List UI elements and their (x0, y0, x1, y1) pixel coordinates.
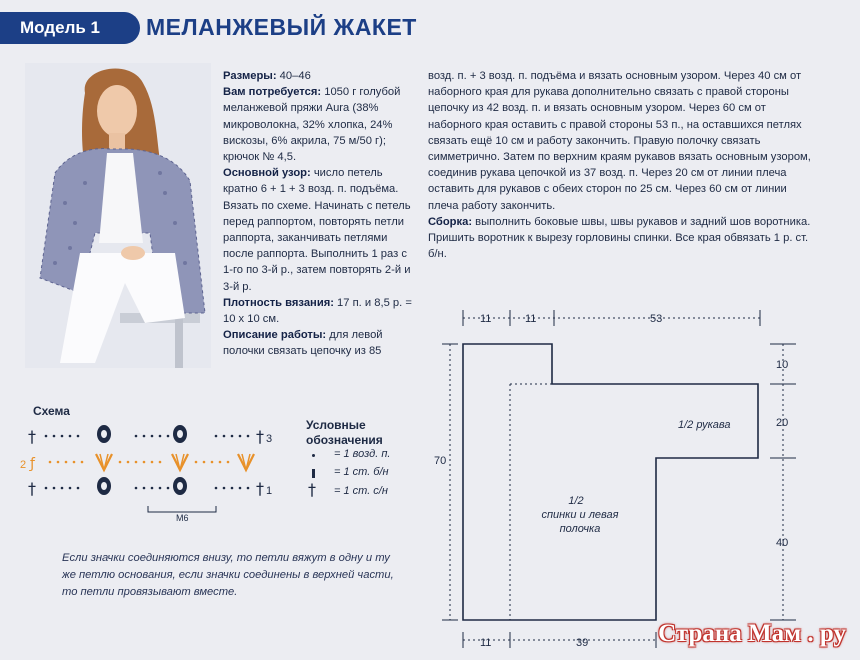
double-crochet-icon: † (28, 427, 36, 446)
dim-right-3: 40 (776, 537, 789, 549)
svg-text:†: † (28, 479, 36, 498)
legend-title-1: Условные (306, 418, 366, 432)
svg-text:†: † (256, 479, 264, 498)
legend-item-chain: = 1 возд. п. (334, 448, 391, 460)
body-label-1: 1/2 (568, 495, 584, 507)
crochet-scheme-chart (20, 418, 290, 523)
scheme-row-1 (28, 477, 272, 498)
dim-bottom-1: 11 (480, 637, 492, 649)
scheme-row-2 (20, 454, 254, 472)
scheme-note: Если значки соединяются внизу, то петли вяжут в одну и ту же петлю основания, если значки соединены в верхней части, то петли провязывают вместе. (62, 552, 394, 598)
legend-title-2: обозначения (306, 433, 383, 447)
legend (306, 418, 406, 506)
dim-right-2: 20 (776, 417, 789, 429)
dim-top-3: 53 (650, 313, 663, 325)
body-label-3: полочка (559, 523, 601, 535)
dim-top-2: 11 (525, 313, 537, 325)
density-text: 17 п. и 8,5 р. = 10 х 10 см. (223, 296, 412, 326)
scheme-row-3 (28, 425, 272, 446)
svg-text:†: † (256, 427, 264, 446)
pattern-text: число петель кратно 6 + 1 + 3 возд. п. подъёма. Вязать по схеме. Начинать с петель перед раппортом, повторять петли раппорта, заканчивать петлями после раппорта. Выполнить 1 раз с 1-го по 3-й р., затем повторять 2-й и 3-й р. (223, 167, 411, 293)
scheme-row-number: 3 (266, 433, 273, 445)
materials-label: Вам потребуется: (223, 86, 322, 99)
pattern-label: Основной узор: (223, 167, 311, 180)
instructions-column-1 (223, 68, 415, 360)
legend-item-dc: = 1 ст. с/н (334, 485, 388, 497)
chain-stitch-dot-icon (312, 454, 315, 457)
assembly-label: Сборка: (428, 215, 473, 228)
scheme-row-number: 1 (266, 485, 273, 497)
dim-bottom-2: 39 (576, 637, 589, 649)
model-badge: Модель 1 (0, 12, 140, 44)
assembly-text: выполнить боковые швы, швы рукавов и задний шов воротника. Пришить воротник к вырезу горловины спинки. Все края обвязать 1 р. ст. б/н. (428, 215, 811, 261)
work-text: для левой полочки связать цепочку из 85 (223, 329, 383, 358)
dim-left: 70 (434, 455, 447, 467)
dim-right-1: 10 (776, 359, 789, 371)
model-photo (25, 63, 211, 368)
dim-top-1: 11 (480, 313, 492, 325)
repeat-bracket (148, 506, 216, 512)
double-crochet-icon: † (308, 480, 316, 499)
scheme-title: Схема (33, 404, 70, 418)
work-label: Описание работы: (223, 329, 327, 342)
svg-text:ƒ: ƒ (30, 456, 35, 472)
sizes-label: Размеры: (223, 70, 277, 82)
materials-text: 1050 г голубой меланжевой пряжи Aura (38% микроволокна, 32% хлопка, 24% вискозы, 6% акрила, 75 м/50 г); крючок № 4,5. (223, 86, 401, 164)
garment-outline (463, 344, 758, 620)
legend-item-sc: = 1 ст. б/н (334, 466, 389, 478)
body-label-2: спинки и левая (541, 509, 619, 521)
pattern-diagram (430, 298, 860, 660)
page-title: МЕЛАНЖЕВЫЙ ЖАКЕТ (146, 14, 417, 40)
single-crochet-icon (312, 469, 315, 478)
woman-in-melange-jacket-photo (25, 63, 211, 368)
density-label: Плотность вязания: (223, 296, 334, 309)
instructions-column-2 (428, 68, 813, 262)
watermark: Страна Мам . ру (658, 620, 846, 647)
sleeve-label: 1/2 рукава (678, 419, 731, 431)
scheme-row-number: 2 (20, 459, 27, 471)
repeat-label: М6 (176, 513, 189, 523)
sizes-value: 40–46 (276, 70, 311, 82)
work-continued-text: возд. п. + 3 возд. п. подъёма и вязать основным узором. Через 40 см от наборного края для рукава дополнительно связать с правой стороны цепочку из 42 возд. п. и вязать основным узором. Через 60 см от наборного края оставить с правой стороны 53 п., на оставшихся петлях связать ещё 10 см и работу закончить. Правую полочку связать симметрично. Затем по верхним краям рукавов вязать основным узором, соединив рукава цепочкой из 37 возд. п. Через 20 см от линии плеча оставить для рукавов с обеих сторон по 25 см. Через 60 см от линии плеча работу закончить. (428, 70, 811, 212)
